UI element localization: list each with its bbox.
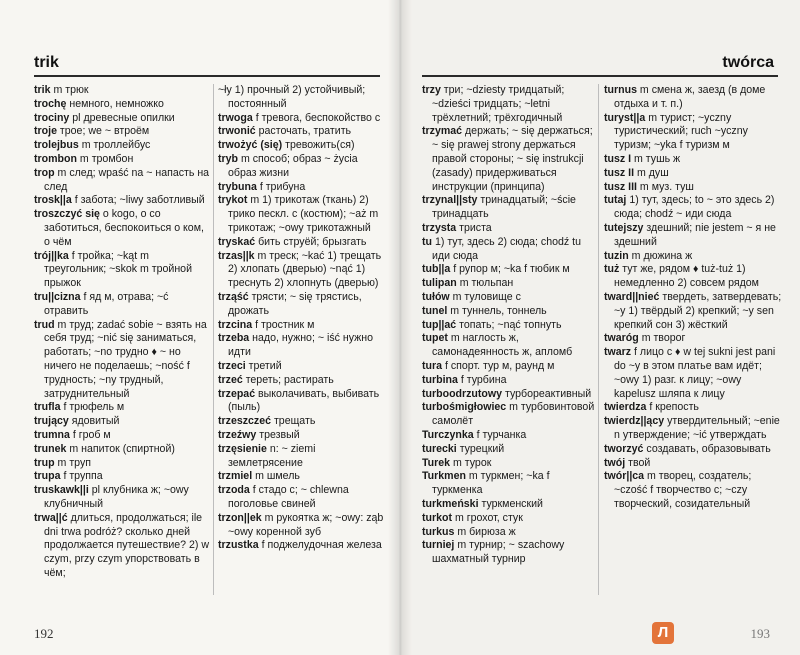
definition: m муз. туш bbox=[639, 180, 694, 193]
definition: утвердительный; ~enie n утверждение; ~ić утверждать bbox=[614, 415, 780, 441]
definition: f яд м, отрава; ~ć отравить bbox=[44, 290, 169, 317]
dictionary-entry bbox=[422, 470, 596, 498]
dictionary-entry bbox=[422, 84, 596, 125]
definition: f тройка; ~kąt m треугольник; ~skok m тройной прыжок bbox=[44, 249, 192, 290]
dictionary-entry bbox=[218, 484, 388, 512]
headword: turkus bbox=[422, 525, 455, 538]
definition: выколачивать, выбивать (пыль) bbox=[228, 387, 380, 414]
dictionary-entry bbox=[422, 125, 596, 194]
definition: m творец, создатель; ~czość f творчество c; ~czy творческий, созидательный bbox=[614, 470, 752, 510]
dictionary-entry bbox=[34, 401, 210, 415]
definition: f тревога, беспокойство c bbox=[255, 111, 381, 124]
right-column-1 bbox=[422, 84, 596, 567]
definition: тереть; растирать bbox=[245, 373, 334, 386]
dictionary-entry bbox=[604, 443, 782, 457]
page-number-left: 192 bbox=[34, 626, 54, 641]
definition: триста bbox=[459, 221, 492, 234]
dictionary-entry bbox=[422, 236, 596, 264]
dictionary-entry bbox=[218, 112, 388, 126]
definition: pl клубника ж; ~owy клубничный bbox=[44, 484, 189, 510]
dictionary-entry bbox=[218, 443, 388, 471]
definition: m шмель bbox=[255, 470, 300, 483]
dictionary-entry bbox=[34, 484, 210, 512]
definition: f трибуна bbox=[259, 180, 306, 193]
headword: trybuna bbox=[218, 180, 257, 193]
dictionary-entry bbox=[422, 512, 596, 526]
headword: tuzin bbox=[604, 249, 629, 262]
headword: turecki bbox=[422, 442, 457, 455]
definition: трое; we ~ втроём bbox=[59, 125, 150, 138]
headword: trykot bbox=[218, 194, 248, 207]
dictionary-entry bbox=[218, 360, 388, 374]
dictionary-entry bbox=[34, 208, 210, 249]
definition: m дюжина ж bbox=[631, 249, 693, 262]
dictionary-entry bbox=[218, 388, 388, 416]
definition: m напиток (спиртной) bbox=[69, 442, 175, 455]
definition: f турбина bbox=[460, 373, 507, 386]
definition: m турбовинтовой самолёт bbox=[432, 401, 595, 428]
headword: trochę bbox=[34, 97, 67, 110]
definition: m тюльпан bbox=[459, 277, 514, 290]
dictionary-entry bbox=[34, 250, 210, 291]
headword: tusz I bbox=[604, 152, 632, 165]
dictionary-entry bbox=[218, 181, 388, 195]
definition: f гроб м bbox=[72, 428, 111, 441]
dictionary-entry bbox=[604, 222, 782, 250]
headword: turboodrzutowy bbox=[422, 387, 503, 400]
definition: тревожить(ся) bbox=[285, 139, 355, 152]
definition: f забота; ~liwy заботливый bbox=[74, 194, 205, 207]
headword: trombon bbox=[34, 152, 77, 165]
dictionary-entry bbox=[422, 263, 596, 277]
definition: твой bbox=[628, 456, 651, 469]
dictionary-entry bbox=[34, 512, 210, 581]
definition: m троллейбус bbox=[81, 139, 151, 152]
dictionary-entry bbox=[218, 194, 388, 235]
dictionary-entry bbox=[218, 153, 388, 181]
headword: turniej bbox=[422, 539, 455, 552]
headword: trój||ka bbox=[34, 249, 69, 262]
headword: twarz bbox=[604, 346, 632, 359]
headword: trujący bbox=[34, 415, 69, 428]
definition: тут же, рядом ♦ tuż-tuż 1) немедленно 2) совсем рядом bbox=[614, 263, 759, 290]
dictionary-entry bbox=[218, 429, 388, 443]
headword: tupet bbox=[422, 332, 448, 345]
dictionary-entry bbox=[604, 457, 782, 471]
headword: tutejszy bbox=[604, 221, 644, 234]
headword: trwożyć (się) bbox=[218, 139, 283, 152]
dictionary-entry bbox=[34, 125, 210, 139]
headword: trzeszczeć bbox=[218, 415, 271, 428]
headword: trufla bbox=[34, 401, 61, 414]
headword: turkmeński bbox=[422, 497, 479, 510]
definition: pl древесные опилки bbox=[72, 111, 175, 124]
definition: m след; wpaść na ~ напасть на след bbox=[44, 166, 210, 193]
headword: trzeci bbox=[218, 359, 246, 372]
definition: m 1) трикотаж (ткань) 2) трико пеcкл. c (костюм); ~aż m трикотаж; ~owy трикотажный bbox=[228, 194, 379, 234]
dictionary-entry bbox=[34, 112, 210, 126]
dictionary-entry bbox=[604, 346, 782, 401]
running-head-right: twórca bbox=[722, 54, 774, 71]
definition: m турнир; ~ szachowy шахматный турнир bbox=[432, 539, 565, 566]
headword: trzepać bbox=[218, 387, 256, 400]
headword: trzustka bbox=[218, 539, 259, 552]
dictionary-entry bbox=[218, 139, 388, 153]
definition: m рукоятка ж; ~owy: ząb ~owy коренной зуб bbox=[228, 511, 384, 538]
headword: turbina bbox=[422, 373, 458, 386]
definition: f лицо c ♦ w tej sukni jest pani do ~y в этом платье вам идёт; ~owy 1) разг. к лицу; ~owy kapelusz шляпа к лицу bbox=[614, 346, 776, 400]
column-divider-left bbox=[213, 84, 214, 595]
headword: trząść bbox=[218, 290, 249, 303]
definition: m бирюза ж bbox=[457, 525, 516, 538]
definition: m способ; образ ~ życia образ жизни bbox=[228, 152, 358, 179]
definition: f крепость bbox=[649, 401, 699, 414]
dictionary-entry bbox=[604, 250, 782, 264]
headword: tworzyć bbox=[604, 442, 644, 455]
dictionary-entry bbox=[422, 526, 596, 540]
headword: twór||ca bbox=[604, 470, 645, 483]
definition: m туннель, тоннель bbox=[450, 304, 547, 317]
headword: trzynal||sty bbox=[422, 194, 478, 207]
dictionary-entry bbox=[604, 470, 782, 511]
headword: trzeźwy bbox=[218, 428, 257, 441]
headword: tru||cizna bbox=[34, 290, 81, 303]
definition: m тушь ж bbox=[634, 152, 681, 165]
headword: tryskać bbox=[218, 235, 256, 248]
dictionary-entry bbox=[34, 470, 210, 484]
definition: немного, немножко bbox=[69, 97, 164, 110]
dictionary-entry bbox=[34, 98, 210, 112]
headword: twierdz||ący bbox=[604, 415, 665, 428]
headword: twierdza bbox=[604, 401, 647, 414]
headword: turkot bbox=[422, 511, 453, 524]
dictionary-entry bbox=[604, 194, 782, 222]
definition: бить струёй; брызгать bbox=[258, 235, 367, 248]
headword: trik bbox=[34, 84, 51, 96]
definition: m грохот, стук bbox=[454, 511, 523, 524]
dictionary-entry bbox=[218, 84, 388, 112]
definition: здешний; nie jestem ~ я не здешний bbox=[614, 221, 776, 248]
definition: m труд; zadać sobie ~ взять на себя труд; ~nić się заниматься, работать; ~no трудно ♦ ~ но ничего не поделаешь; ~ność f трудность; ~ny трудный, затруднительный bbox=[44, 318, 207, 400]
definition: расточать, тратить bbox=[258, 125, 352, 138]
headword: Turek bbox=[422, 456, 451, 469]
definition: f труппа bbox=[63, 470, 103, 483]
definition: твердеть, затвердевать; ~y 1) твёрдый 2) крепкий; ~y sen крепкий сон 3) жёсткий bbox=[614, 290, 782, 331]
definition: третий bbox=[248, 359, 282, 372]
right-column-2 bbox=[604, 84, 782, 512]
dictionary-entry bbox=[218, 415, 388, 429]
definition: m трюк bbox=[53, 84, 89, 96]
publisher-logo-icon: Л bbox=[652, 622, 674, 644]
dictionary-entry bbox=[34, 139, 210, 153]
dictionary-entry bbox=[422, 332, 596, 360]
dictionary-entry bbox=[604, 291, 782, 332]
dictionary-entry bbox=[422, 222, 596, 236]
headword: trosk||a bbox=[34, 194, 72, 207]
dictionary-entry bbox=[218, 374, 388, 388]
headword: trwonić bbox=[218, 125, 256, 138]
headword: trzmiel bbox=[218, 470, 253, 483]
definition: трясти; ~ się трястись, дрожать bbox=[228, 290, 362, 317]
headword: trzoda bbox=[218, 484, 250, 497]
dictionary-entry bbox=[422, 374, 596, 388]
dictionary-entry bbox=[34, 415, 210, 429]
definition: m наглость ж, самонадеянность ж, апломб bbox=[432, 332, 573, 359]
definition: m смена ж, заезд (в доме отдыха и т. п.) bbox=[614, 84, 766, 110]
dictionary-entry bbox=[422, 443, 596, 457]
headword: trup bbox=[34, 456, 55, 469]
dictionary-entry bbox=[422, 305, 596, 319]
dictionary-entry bbox=[604, 167, 782, 181]
dictionary-entry bbox=[422, 498, 596, 512]
book-gutter-shadow bbox=[388, 0, 412, 655]
definition: m турист; ~yczny туристический; ruch ~yczny туризм; ~yka f туризм м bbox=[614, 111, 748, 152]
headword: twój bbox=[604, 456, 626, 469]
headword: tułów bbox=[422, 290, 450, 303]
headword: tutaj bbox=[604, 194, 627, 207]
definition: длиться, продолжаться; ile dni trwa podróż? сколько дней продолжается путешествие? 2) w czym, przy czym упорствовать в чём; bbox=[44, 511, 210, 579]
definition: f трюфель м bbox=[63, 401, 125, 414]
headword: trunek bbox=[34, 442, 67, 455]
headword: trociny bbox=[34, 111, 70, 124]
definition: ядовитый bbox=[71, 415, 120, 428]
definition: m турок bbox=[453, 456, 492, 469]
dictionary-entry bbox=[422, 539, 596, 567]
headword: tusz III bbox=[604, 180, 637, 193]
headword: trupa bbox=[34, 470, 61, 483]
dictionary-entry bbox=[34, 194, 210, 208]
definition: создавать, образовывать bbox=[646, 442, 771, 455]
left-column-1 bbox=[34, 84, 210, 581]
dictionary-entry bbox=[34, 153, 210, 167]
definition: три; ~dziesty тридцатый; ~dzieści тридцать; ~letni трёхлетний; трёхгодичный bbox=[432, 84, 565, 124]
dictionary-entry bbox=[422, 457, 596, 471]
headword: trolejbus bbox=[34, 139, 79, 152]
dictionary-entry bbox=[34, 443, 210, 457]
dictionary-entry bbox=[34, 291, 210, 319]
headword: turbośmigłowiec bbox=[422, 401, 507, 414]
dictionary-entry bbox=[422, 388, 596, 402]
headword: truskawk||i bbox=[34, 484, 89, 497]
definition: турбореактивный bbox=[504, 387, 592, 400]
dictionary-entry bbox=[218, 319, 388, 333]
dictionary-entry bbox=[422, 194, 596, 222]
page-number-right: 193 bbox=[750, 626, 770, 641]
definition: f стадо c; ~ chlewna поголовье свиней bbox=[228, 484, 349, 510]
headword: trzymać bbox=[422, 125, 463, 138]
dictionary-entry bbox=[34, 319, 210, 402]
definition: топать; ~nąć топнуть bbox=[459, 318, 562, 331]
headword: tunel bbox=[422, 304, 448, 317]
dictionary-entry bbox=[34, 457, 210, 471]
running-head-left: trik bbox=[34, 54, 59, 71]
dictionary-entry bbox=[422, 429, 596, 443]
dictionary-entry bbox=[422, 319, 596, 333]
dictionary-entry bbox=[422, 291, 596, 305]
headword: trumna bbox=[34, 428, 70, 441]
headword: troje bbox=[34, 125, 57, 138]
dictionary-entry bbox=[218, 539, 388, 553]
headword: turyst||a bbox=[604, 111, 646, 124]
dictionary-entry bbox=[218, 332, 388, 360]
headword: tusz II bbox=[604, 166, 635, 179]
header-rule-right bbox=[422, 75, 778, 77]
dictionary-entry bbox=[422, 360, 596, 374]
definition: m туркмен; ~ka f туркменка bbox=[432, 470, 550, 497]
definition: f спорт. тур м, раунд м bbox=[444, 359, 555, 372]
headword: turnus bbox=[604, 84, 637, 96]
definition: трезвый bbox=[259, 428, 300, 441]
headword: tura bbox=[422, 359, 443, 372]
headword: Turkmen bbox=[422, 470, 466, 483]
headword: tward||nieć bbox=[604, 290, 660, 303]
headword: tub||a bbox=[422, 263, 451, 276]
headword: trzon||ek bbox=[218, 511, 262, 524]
right-page bbox=[400, 0, 800, 655]
definition: f рупор м; ~ka f тюбик м bbox=[453, 263, 570, 276]
definition: m труп bbox=[57, 456, 91, 469]
headword: trzeć bbox=[218, 373, 243, 386]
headword: trzcina bbox=[218, 318, 253, 331]
left-column-2 bbox=[218, 84, 388, 553]
definition: m тромбон bbox=[79, 152, 134, 165]
headword: trwa||ć bbox=[34, 511, 68, 524]
headword: troszczyć się bbox=[34, 208, 100, 221]
dictionary-entry bbox=[604, 263, 782, 291]
dictionary-entry bbox=[422, 277, 596, 291]
headword: tup||ać bbox=[422, 318, 457, 331]
dictionary-entry bbox=[604, 84, 782, 112]
definition: тринадцатый; ~ście тринадцать bbox=[432, 194, 576, 221]
headword: tryb bbox=[218, 152, 239, 165]
dictionary-entry bbox=[604, 415, 782, 443]
headword: trwoga bbox=[218, 111, 253, 124]
definition: держать; ~ się держаться; ~ się prawej strony держаться правой стороны; ~ się instrukcji (zasady) придерживаться инструкции (принципа) bbox=[432, 125, 593, 193]
header-rule-left bbox=[34, 75, 380, 77]
definition: m душ bbox=[636, 166, 669, 179]
definition: 1) тут, здесь; to ~ это здесь 2) сюда; chodź ~ иди сюда bbox=[614, 194, 775, 221]
definition: o kogo, o co заботиться, беспокоиться о ком, о чём bbox=[44, 208, 204, 248]
headword: tu bbox=[422, 235, 432, 248]
definition: турецкий bbox=[459, 442, 505, 455]
headword: tulipan bbox=[422, 277, 457, 290]
dictionary-entry bbox=[34, 167, 210, 195]
column-divider-right bbox=[598, 84, 599, 595]
headword: tuż bbox=[604, 263, 620, 276]
definition: f поджелудочная железа bbox=[261, 539, 382, 552]
dictionary-entry bbox=[604, 181, 782, 195]
definition: надо, нужно; ~ iść нужно идти bbox=[228, 332, 373, 359]
definition: туркменский bbox=[481, 497, 543, 510]
headword: trop bbox=[34, 166, 55, 179]
headword: trzas||k bbox=[218, 249, 255, 262]
dictionary-entry bbox=[218, 512, 388, 540]
definition: 1) тут, здесь 2) сюда; chodź tu иди сюда bbox=[432, 235, 581, 262]
headword: Turczynka bbox=[422, 428, 474, 441]
definition: m треск; ~kać 1) трещать 2) хлопать (дверью) ~nąć 1) треснуть 2) хлопнуть (дверью) bbox=[228, 249, 382, 290]
dictionary-entry bbox=[218, 470, 388, 484]
definition: m творог bbox=[641, 332, 686, 345]
definition: трещать bbox=[273, 415, 316, 428]
dictionary-entry bbox=[604, 153, 782, 167]
headword: trzęsienie bbox=[218, 442, 267, 455]
headword: trud bbox=[34, 318, 55, 331]
dictionary-entry bbox=[218, 250, 388, 291]
definition: f турчанка bbox=[476, 428, 527, 441]
headword: twaróg bbox=[604, 332, 639, 345]
dictionary-entry bbox=[218, 291, 388, 319]
definition: m туловище c bbox=[452, 290, 521, 303]
definition: ~ły 1) прочный 2) устойчивый; постоянный bbox=[218, 84, 366, 110]
dictionary-entry bbox=[34, 429, 210, 443]
dictionary-entry bbox=[422, 401, 596, 429]
dictionary-entry bbox=[218, 125, 388, 139]
definition: n: ~ ziemi землетрясение bbox=[228, 442, 316, 469]
dictionary-entry bbox=[604, 112, 782, 153]
headword: trzy bbox=[422, 84, 441, 96]
dictionary-entry bbox=[604, 401, 782, 415]
dictionary-entry bbox=[218, 236, 388, 250]
dictionary-entry bbox=[34, 84, 210, 98]
dictionary-entry bbox=[604, 332, 782, 346]
headword: trzeba bbox=[218, 332, 250, 345]
headword: trzysta bbox=[422, 221, 457, 234]
definition: f тростник м bbox=[255, 318, 315, 331]
